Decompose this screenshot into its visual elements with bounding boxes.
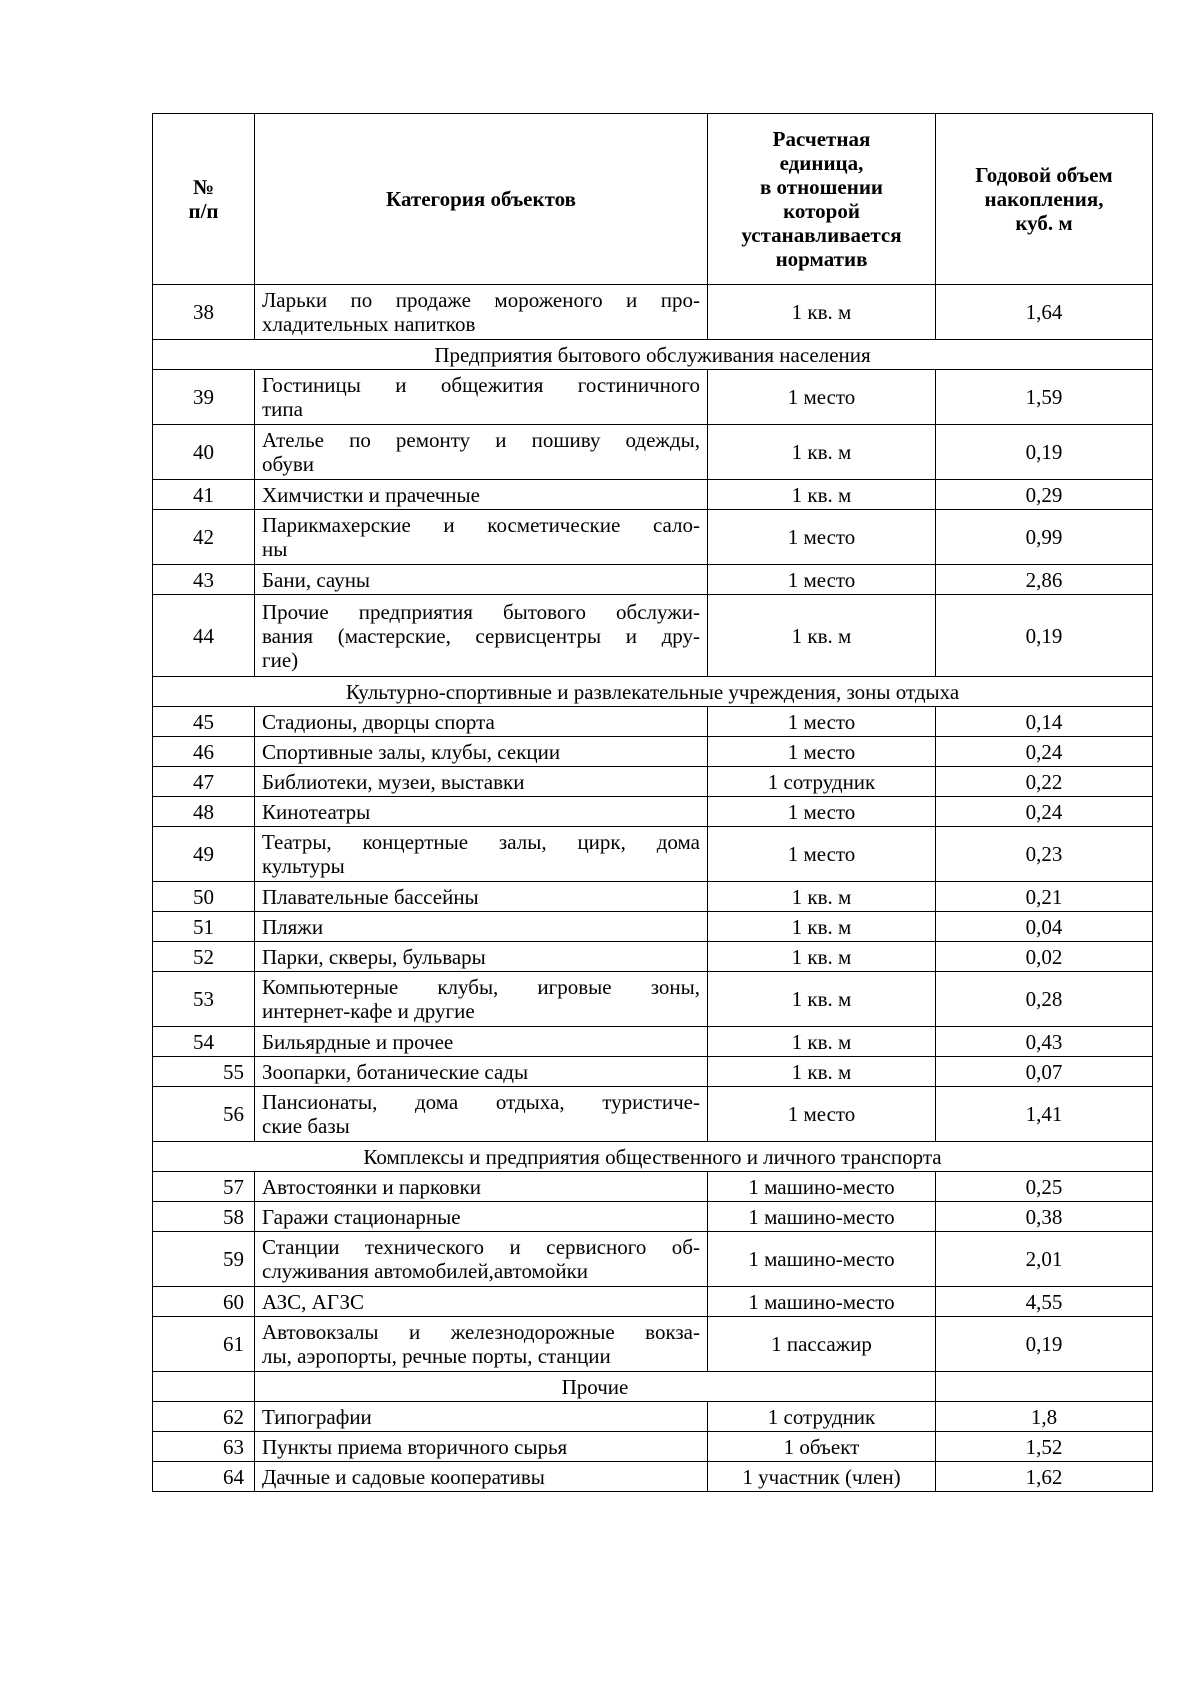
volume-cell: 4,55 — [936, 1287, 1153, 1317]
category-cell — [255, 510, 708, 565]
category-line: Дачные и садовые кооперативы — [262, 1464, 545, 1489]
volume-cell: 0,28 — [936, 972, 1153, 1027]
row-number: 54 — [153, 1027, 255, 1057]
volume-cell: 0,07 — [936, 1057, 1153, 1087]
table-row — [153, 912, 1153, 942]
table-row — [153, 1057, 1153, 1087]
header-unit-line: Расчетная — [772, 127, 871, 151]
unit-cell: 1 кв. м — [708, 285, 936, 340]
row-number: 39 — [153, 370, 255, 425]
volume-cell: 0,19 — [936, 595, 1153, 677]
row-number: 47 — [153, 767, 255, 797]
unit-cell: 1 место — [708, 827, 936, 882]
row-number: 40 — [153, 425, 255, 480]
header-unit-line: единица, — [779, 151, 864, 175]
table-row — [153, 480, 1153, 510]
category-line: типа — [262, 397, 303, 421]
table-row — [153, 1462, 1153, 1492]
section-title: Культурно-спортивные и развлекательные учреждения, зоны отдыха — [153, 677, 1153, 707]
empty-cell — [153, 1372, 255, 1402]
table-row — [153, 285, 1153, 340]
volume-cell: 0,29 — [936, 480, 1153, 510]
unit-cell: 1 кв. м — [708, 942, 936, 972]
category-cell — [255, 767, 708, 797]
header-category — [255, 114, 708, 285]
table-row — [153, 707, 1153, 737]
unit-cell: 1 место — [708, 737, 936, 767]
category-cell — [255, 942, 708, 972]
unit-cell: 1 место — [708, 565, 936, 595]
category-cell — [255, 912, 708, 942]
volume-cell: 0,02 — [936, 942, 1153, 972]
category-cell — [255, 737, 708, 767]
category-line: хладительных напитков — [262, 312, 476, 336]
empty-cell — [936, 1372, 1153, 1402]
table-row — [153, 425, 1153, 480]
row-number: 60 — [153, 1287, 255, 1317]
table-row — [153, 1172, 1153, 1202]
unit-cell: 1 машино-место — [708, 1232, 936, 1287]
table-row — [153, 1402, 1153, 1432]
category-cell — [255, 565, 708, 595]
category-line: Зоопарки, ботанические сады — [262, 1059, 529, 1084]
category-cell — [255, 1202, 708, 1232]
unit-cell: 1 сотрудник — [708, 1402, 936, 1432]
row-number: 51 — [153, 912, 255, 942]
header-unit-line: норматив — [775, 247, 868, 271]
row-number: 44 — [153, 595, 255, 677]
category-line: Пляжи — [262, 914, 324, 939]
table-row — [153, 565, 1153, 595]
volume-cell: 0,43 — [936, 1027, 1153, 1057]
table-header — [153, 114, 1153, 285]
unit-cell: 1 кв. м — [708, 425, 936, 480]
volume-cell: 0,38 — [936, 1202, 1153, 1232]
header-volume — [936, 114, 1153, 285]
unit-cell: 1 место — [708, 370, 936, 425]
unit-cell: 1 кв. м — [708, 480, 936, 510]
category-cell — [255, 480, 708, 510]
volume-cell: 2,86 — [936, 565, 1153, 595]
table-row — [153, 595, 1153, 677]
category-line: культуры — [262, 854, 345, 878]
header-unit-line: которой — [783, 199, 860, 223]
table-row — [153, 972, 1153, 1027]
table-row — [153, 510, 1153, 565]
section-title: Предприятия бытового обслуживания населения — [153, 340, 1153, 370]
category-line: Прочие предприятия бытового обслужи- — [262, 599, 700, 624]
unit-cell: 1 сотрудник — [708, 767, 936, 797]
category-cell — [255, 1317, 708, 1372]
unit-cell: 1 машино-место — [708, 1202, 936, 1232]
category-line: Компьютерные клубы, игровые зоны, — [262, 975, 700, 999]
unit-cell: 1 кв. м — [708, 1027, 936, 1057]
row-number: 46 — [153, 737, 255, 767]
category-line: Автостоянки и парковки — [262, 1174, 481, 1199]
category-line: Пансионаты, дома отдыха, туристиче- — [262, 1090, 700, 1114]
row-number: 56 — [153, 1087, 255, 1142]
row-number: 41 — [153, 480, 255, 510]
row-number: 58 — [153, 1202, 255, 1232]
category-line: лы, аэропорты, речные порты, станции — [262, 1344, 611, 1368]
table-row — [153, 1317, 1153, 1372]
category-cell — [255, 1027, 708, 1057]
category-line: Спортивные залы, клубы, секции — [262, 739, 561, 764]
category-line: Химчистки и прачечные — [262, 482, 480, 507]
row-number: 45 — [153, 707, 255, 737]
header-unit-line: устанавливается — [741, 223, 902, 247]
category-line: Пункты приема вторичного сырья — [262, 1434, 568, 1459]
unit-cell: 1 объект — [708, 1432, 936, 1462]
volume-cell: 0,24 — [936, 737, 1153, 767]
row-number: 59 — [153, 1232, 255, 1287]
category-cell — [255, 370, 708, 425]
unit-cell: 1 кв. м — [708, 882, 936, 912]
category-line: ские базы — [262, 1114, 350, 1138]
category-line: АЗС, АГЗС — [262, 1289, 365, 1314]
row-number: 49 — [153, 827, 255, 882]
unit-cell: 1 кв. м — [708, 1057, 936, 1087]
category-line: интернет-кафе и другие — [262, 999, 475, 1023]
row-number: 50 — [153, 882, 255, 912]
header-volume-line: накопления, — [984, 187, 1104, 211]
category-line: гие) — [262, 647, 299, 672]
header-unit — [708, 114, 936, 285]
unit-cell: 1 пассажир — [708, 1317, 936, 1372]
volume-cell: 1,8 — [936, 1402, 1153, 1432]
section-title: Комплексы и предприятия общественного и личного транспорта — [153, 1142, 1153, 1172]
category-line: Гостиницы и общежития гостиничного — [262, 373, 700, 397]
volume-cell: 0,14 — [936, 707, 1153, 737]
volume-cell: 0,04 — [936, 912, 1153, 942]
norms-table — [152, 113, 1153, 1492]
category-line: Ларьки по продаже мороженого и про- — [262, 288, 700, 312]
table-row — [153, 882, 1153, 912]
volume-cell: 0,22 — [936, 767, 1153, 797]
header-num-line: № — [192, 175, 215, 199]
category-line: Плавательные бассейны — [262, 884, 479, 909]
category-cell — [255, 827, 708, 882]
row-number: 43 — [153, 565, 255, 595]
category-line: вания (мастерские, сервисцентры и дру- — [262, 623, 700, 648]
section-row — [153, 1142, 1153, 1172]
table-row — [153, 737, 1153, 767]
table-row — [153, 1202, 1153, 1232]
row-number: 53 — [153, 972, 255, 1027]
row-number: 62 — [153, 1402, 255, 1432]
category-cell — [255, 882, 708, 912]
volume-cell: 1,62 — [936, 1462, 1153, 1492]
row-number: 42 — [153, 510, 255, 565]
volume-cell: 0,25 — [936, 1172, 1153, 1202]
row-number: 48 — [153, 797, 255, 827]
unit-cell: 1 участник (член) — [708, 1462, 936, 1492]
category-line: Станции технического и сервисного об- — [262, 1235, 700, 1259]
header-category-label: Категория объектов — [386, 187, 576, 211]
row-number: 52 — [153, 942, 255, 972]
category-cell — [255, 1462, 708, 1492]
category-line: Гаражи стационарные — [262, 1204, 461, 1229]
volume-cell: 2,01 — [936, 1232, 1153, 1287]
unit-cell: 1 место — [708, 1087, 936, 1142]
section-row — [153, 677, 1153, 707]
row-number: 61 — [153, 1317, 255, 1372]
category-line: служивания автомобилей,автомойки — [262, 1259, 589, 1283]
category-cell — [255, 972, 708, 1027]
header-num — [153, 114, 255, 285]
volume-cell: 0,19 — [936, 1317, 1153, 1372]
header-volume-line: куб. м — [1015, 211, 1073, 235]
category-cell — [255, 1232, 708, 1287]
row-number: 57 — [153, 1172, 255, 1202]
category-cell — [255, 1087, 708, 1142]
category-line: Стадионы, дворцы спорта — [262, 709, 495, 734]
unit-cell: 1 место — [708, 797, 936, 827]
category-line: Типографии — [262, 1404, 372, 1429]
unit-cell: 1 машино-место — [708, 1287, 936, 1317]
header-volume-line: Годовой объем — [975, 163, 1113, 187]
category-cell — [255, 425, 708, 480]
category-line: Автовокзалы и железнодорожные вокза- — [262, 1320, 700, 1344]
volume-cell: 0,99 — [936, 510, 1153, 565]
header-unit-line: в отношении — [759, 175, 884, 199]
row-number: 63 — [153, 1432, 255, 1462]
table-body — [153, 285, 1153, 1492]
category-cell — [255, 797, 708, 827]
table-row — [153, 370, 1153, 425]
volume-cell: 0,24 — [936, 797, 1153, 827]
table-row — [153, 942, 1153, 972]
category-cell — [255, 1057, 708, 1087]
category-cell — [255, 1287, 708, 1317]
table-row — [153, 1287, 1153, 1317]
category-line: ны — [262, 537, 288, 561]
category-cell — [255, 1432, 708, 1462]
category-cell — [255, 595, 708, 677]
category-line: Парикмахерские и косметические сало- — [262, 513, 700, 537]
unit-cell: 1 машино-место — [708, 1172, 936, 1202]
volume-cell: 1,64 — [936, 285, 1153, 340]
category-cell — [255, 285, 708, 340]
section-row — [153, 1372, 1153, 1402]
category-cell — [255, 707, 708, 737]
unit-cell: 1 кв. м — [708, 972, 936, 1027]
volume-cell: 1,59 — [936, 370, 1153, 425]
header-num-line: п/п — [188, 199, 219, 223]
volume-cell: 1,41 — [936, 1087, 1153, 1142]
row-number: 64 — [153, 1462, 255, 1492]
unit-cell: 1 кв. м — [708, 595, 936, 677]
category-cell — [255, 1402, 708, 1432]
unit-cell: 1 место — [708, 510, 936, 565]
table-row — [153, 827, 1153, 882]
section-title: Прочие — [255, 1372, 936, 1402]
table-row — [153, 1232, 1153, 1287]
category-line: Театры, концертные залы, цирк, дома — [262, 830, 700, 854]
table-row — [153, 1432, 1153, 1462]
section-row — [153, 340, 1153, 370]
category-line: Парки, скверы, бульвары — [262, 944, 486, 969]
volume-cell: 0,19 — [936, 425, 1153, 480]
table-row — [153, 767, 1153, 797]
category-line: Кинотеатры — [262, 799, 371, 824]
category-line: Бильярдные и прочее — [262, 1029, 454, 1054]
category-line: Библиотеки, музеи, выставки — [262, 769, 525, 794]
category-line: обуви — [262, 452, 315, 476]
category-line: Бани, сауны — [262, 567, 371, 592]
unit-cell: 1 кв. м — [708, 912, 936, 942]
volume-cell: 0,21 — [936, 882, 1153, 912]
row-number: 55 — [153, 1057, 255, 1087]
category-line: Ателье по ремонту и пошиву одежды, — [262, 428, 700, 452]
volume-cell: 0,23 — [936, 827, 1153, 882]
table-row — [153, 1027, 1153, 1057]
volume-cell: 1,52 — [936, 1432, 1153, 1462]
table-row — [153, 1087, 1153, 1142]
unit-cell: 1 место — [708, 707, 936, 737]
category-cell — [255, 1172, 708, 1202]
table-row — [153, 797, 1153, 827]
row-number: 38 — [153, 285, 255, 340]
